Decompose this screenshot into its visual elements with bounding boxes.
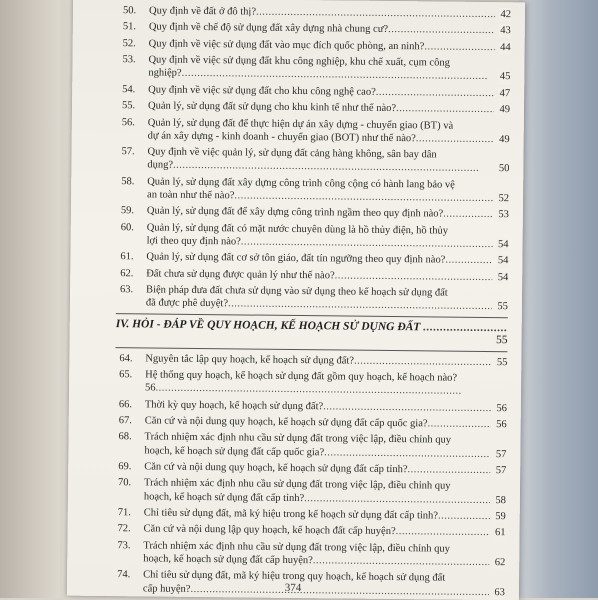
toc-entry-page: 45 (498, 70, 511, 83)
toc-entry (114, 523, 506, 540)
toc-entry-line (148, 83, 494, 100)
toc-entry-text: đã được phê duyệt? (146, 298, 228, 310)
toc-entry-text: Căn cứ và nội dung quy hoạch, kế hoạch sử dụng đất cấp quốc gia? (145, 415, 428, 429)
toc-entry (118, 99, 510, 116)
toc-entry-text: dụng? (147, 160, 173, 171)
toc-entry-line (144, 506, 490, 523)
toc-entry-page: 55 (495, 300, 508, 313)
toc-entry-line (144, 444, 490, 461)
toc-entry-page: 58 (493, 494, 506, 507)
toc-entry-line (143, 552, 489, 569)
toc-entry-number: 64. (119, 352, 132, 365)
toc-entry-number: 70. (118, 477, 131, 490)
toc-entry-text: Quản lý, sử dụng đất có mặt nước chuyên dùng là hồ thủy điện, hồ thủy (147, 222, 448, 236)
toc-entry (118, 116, 510, 147)
toc-entry-text: Căn cứ và nội dung lập quy hoạch, kế hoạch đất cấp huyện? (144, 524, 396, 538)
toc-entry-page: 44 (498, 41, 511, 54)
toc-entry-line (148, 129, 494, 146)
toc-entry-text: Quy định về đất ở đô thị? (149, 5, 256, 17)
toc-entry-number: 71. (118, 506, 131, 519)
toc-entry (119, 21, 511, 38)
toc-entry-page: 55 (495, 356, 508, 369)
toc-entry (116, 250, 508, 267)
toc-entry-number: 52. (123, 37, 136, 50)
dot-leader (234, 190, 493, 204)
toc-entry-text: Đất chưa sử dụng được quản lý như thế nào? (146, 268, 335, 281)
dot-leader (427, 418, 490, 431)
dot-leader (396, 103, 494, 116)
toc-entry-text: lợi theo quy định nào? (147, 235, 241, 247)
toc-entry-number: 59. (121, 204, 134, 217)
toc-entry-text: Chỉ tiêu sử dụng đất, mã ký hiệu trong kế hoạch sử dụng đất cấp tỉnh? (144, 507, 438, 521)
toc-entry-page: 56 (494, 402, 507, 415)
toc-entry-line (147, 159, 493, 176)
toc-entry (115, 352, 507, 369)
toc-entry-number: 55. (122, 99, 135, 112)
toc-group-a (116, 4, 511, 314)
toc-entry-number: 56. (122, 116, 135, 129)
toc-entry-text: dự án xây dựng - kinh doanh - chuyển giao (BOT) như thế nào? (148, 130, 416, 144)
toc-entry-page: 54 (496, 271, 509, 284)
toc-entry (118, 83, 510, 100)
toc-entry-line (144, 490, 490, 507)
toc-entry-text: Quy định về việc quản lý, sử dụng đất cảng hàng không, sân bay dân (147, 147, 436, 161)
dot-leader (416, 133, 494, 146)
toc-entry-number: 62. (120, 267, 133, 280)
dot-leader (407, 464, 490, 477)
toc-entry-page: 59 (493, 510, 506, 523)
toc-entry-line (147, 234, 493, 251)
toc-entry-line (149, 21, 495, 38)
toc-entry-number: 73. (117, 539, 130, 552)
toc-entry-text: Trách nhiệm xác định nhu cầu sử dụng đất trong việc lập, điều chỉnh quy (144, 478, 451, 492)
toc-entry-line (147, 188, 493, 205)
toc-entry (115, 368, 507, 399)
toc-entry-text: Quy định về chế độ sử dụng đất xây dựng nhà chung cư? (149, 22, 388, 36)
toc-entry (114, 431, 506, 462)
dot-leader (354, 355, 491, 369)
toc-entry-page: 49 (497, 133, 510, 146)
section-page: 55 (494, 334, 508, 346)
toc-entry-page: 56 (494, 418, 507, 431)
toc-entry-text: Quy định về việc sử dụng đất vào mục đích quốc phòng, an ninh? (149, 38, 425, 52)
toc-entry (114, 460, 506, 477)
toc-entry-page: 53 (496, 208, 509, 221)
toc-entry (117, 175, 509, 206)
dot-leader (313, 555, 490, 569)
toc-entry (114, 506, 506, 523)
toc-entry-text: Chỉ tiêu sử dụng đất, mã ký hiệu trong quy hoạch, kế hoạch sử dụng đất (143, 570, 445, 584)
toc-entry-line (145, 414, 491, 431)
dot-leader (155, 383, 461, 397)
toc-entry-page: 52 (496, 192, 509, 205)
dot-leader (324, 447, 490, 461)
toc-entry-text: hoạch, kế hoạch sử dụng đất cấp quốc gia? (144, 445, 324, 458)
toc-entry-text: Thời kỳ quy hoạch, kế hoạch sử dụng đất? (145, 399, 323, 412)
book-page (67, 0, 525, 600)
toc-entry-page: 57 (494, 448, 507, 461)
toc-entry-number: 51. (123, 21, 136, 34)
toc-entry-line (149, 37, 495, 54)
dot-leader (241, 236, 493, 250)
dot-leader (376, 87, 495, 100)
toc-entry-number: 53. (122, 53, 135, 66)
background-right (518, 0, 598, 598)
toc-entry-line (145, 382, 491, 399)
toc-entry-number: 58. (121, 175, 134, 188)
page-number: 374 (67, 580, 519, 597)
dot-leader (424, 41, 494, 54)
dot-leader (182, 68, 488, 82)
toc-entry-page: 47 (498, 87, 511, 100)
toc-entry-number: 67. (119, 414, 132, 427)
toc-entry (119, 4, 511, 21)
toc-entry-number: 60. (121, 221, 134, 234)
toc-entry (119, 37, 511, 54)
toc-entry-line (145, 398, 491, 415)
toc-entry-number: 65. (119, 368, 132, 381)
dot-leader (323, 401, 491, 415)
toc-entry-text: Trách nhiệm xác định nhu cầu sử dụng đất trong việc lập, điều chỉnh quy (143, 540, 450, 554)
background-left (0, 0, 60, 598)
toc-entry-number: 57. (121, 145, 134, 158)
toc-entry-text: hoạch, kế hoạch sử dụng đất cấp tỉnh? (144, 491, 304, 504)
toc-entry (117, 204, 509, 221)
toc-group-b (113, 352, 508, 599)
toc-entry-text: cấp huyện? (143, 583, 191, 594)
toc-entry-line (148, 100, 494, 117)
toc-entry-text: Quản lý, sử dụng đất để thực hiện dự án xây dựng - chuyển giao (BT) và (148, 117, 453, 131)
toc-entry-page: 50 (497, 162, 510, 175)
toc-entry-number: 68. (118, 431, 131, 444)
dot-leader (438, 511, 490, 524)
table-of-contents (113, 4, 511, 600)
toc-entry-text: Quy định về việc sử dụng đất khu công nghiệp, khu chế xuất, cụm công (148, 55, 449, 69)
toc-entry-text: 56 (145, 383, 156, 394)
dot-leader (256, 7, 495, 21)
toc-entry-number: 69. (118, 460, 131, 473)
toc-entry-line (146, 267, 492, 284)
toc-entry-page: 43 (498, 24, 511, 37)
dot-leader (388, 24, 495, 37)
dot-leader (173, 160, 479, 174)
toc-entry-number: 54. (122, 83, 135, 96)
toc-entry-page: 62 (493, 556, 506, 569)
toc-entry (115, 414, 507, 431)
toc-entry (115, 398, 507, 415)
dot-leader (396, 526, 490, 539)
toc-entry-line (146, 251, 492, 268)
toc-entry-line (149, 4, 495, 21)
toc-entry-number: 63. (120, 283, 133, 296)
toc-entry-number: 74. (117, 569, 130, 582)
toc-entry-line (145, 352, 491, 369)
section-heading (115, 313, 507, 352)
dot-leader (304, 493, 490, 507)
toc-entry-line (144, 460, 490, 477)
toc-entry-text: Quản lý, sử dụng đất xây dựng công trình công cộng có hành lang bảo vệ (147, 176, 455, 190)
toc-entry (118, 53, 510, 84)
toc-entry-page: 61 (493, 526, 506, 539)
toc-entry-text: Biện pháp đưa đất chưa sử dụng vào sử dụng theo kế hoạch sử dụng đất (146, 285, 448, 299)
toc-entry-text: Quản lý, sử dụng đất để xây dựng công trình ngầm theo quy định nào? (147, 206, 443, 220)
toc-entry-text: nghiệp? (148, 68, 181, 79)
toc-entry (117, 145, 509, 176)
toc-entry (116, 267, 508, 284)
toc-entry-text: Quản lý, sử dụng đất cơ sở tôn giáo, đất tín ngưỡng theo quy định nào? (146, 252, 445, 266)
toc-entry-page: 54 (496, 238, 509, 251)
dot-leader (228, 299, 492, 313)
toc-entry-number: 61. (120, 250, 133, 263)
toc-entry-number: 50. (123, 4, 136, 17)
toc-entry-text: Căn cứ và nội dung quy hoạch, kế hoạch sử dụng đất cấp tỉnh? (144, 461, 407, 475)
toc-entry (113, 539, 505, 570)
toc-entry-text: Quản lý, sử dụng đất sử dụng cho khu kinh tế như thế nào? (148, 101, 396, 115)
toc-entry-page: 42 (498, 8, 511, 21)
toc-entry (116, 283, 508, 314)
toc-entry (114, 477, 506, 508)
toc-entry-page: 49 (497, 103, 510, 116)
toc-entry-page: 54 (496, 254, 509, 267)
toc-entry-line (144, 523, 490, 540)
dot-leader (445, 255, 492, 268)
toc-entry-text: an toàn như thế nào? (147, 189, 234, 201)
toc-entry (117, 221, 509, 252)
section-title: IV. HỎI - ĐÁP VỀ QUY HOẠCH, KẾ HOẠCH SỬ DỤNG ĐẤT (116, 318, 421, 333)
toc-entry-text: Trách nhiệm xác định nhu cầu sử dụng đất trong việc lập, điều chỉnh quy (144, 432, 451, 446)
toc-entry-text: Hệ thống quy hoạch, kế hoạch sử dụng đất gồm quy hoạch, kế hoạch nào? (145, 370, 457, 384)
toc-entry-number: 66. (119, 398, 132, 411)
toc-entry-number: 72. (118, 523, 131, 536)
toc-entry-page: 63 (492, 586, 505, 599)
dot-leader (335, 270, 493, 284)
toc-entry-line (146, 297, 492, 314)
dot-leader (443, 209, 493, 222)
toc-entry-text: Nguyên tắc lập quy hoạch, kế hoạch sử dụng đất? (145, 353, 354, 366)
toc-entry-line (147, 205, 493, 222)
toc-entry-text: hoạch, kế hoạch sử dụng đất cấp huyện? (143, 553, 313, 566)
toc-entry-page: 57 (494, 464, 507, 477)
toc-entry-text: Quy định về việc sử dụng đất cho khu công nghệ cao? (148, 84, 376, 97)
toc-entry-line (148, 67, 494, 84)
